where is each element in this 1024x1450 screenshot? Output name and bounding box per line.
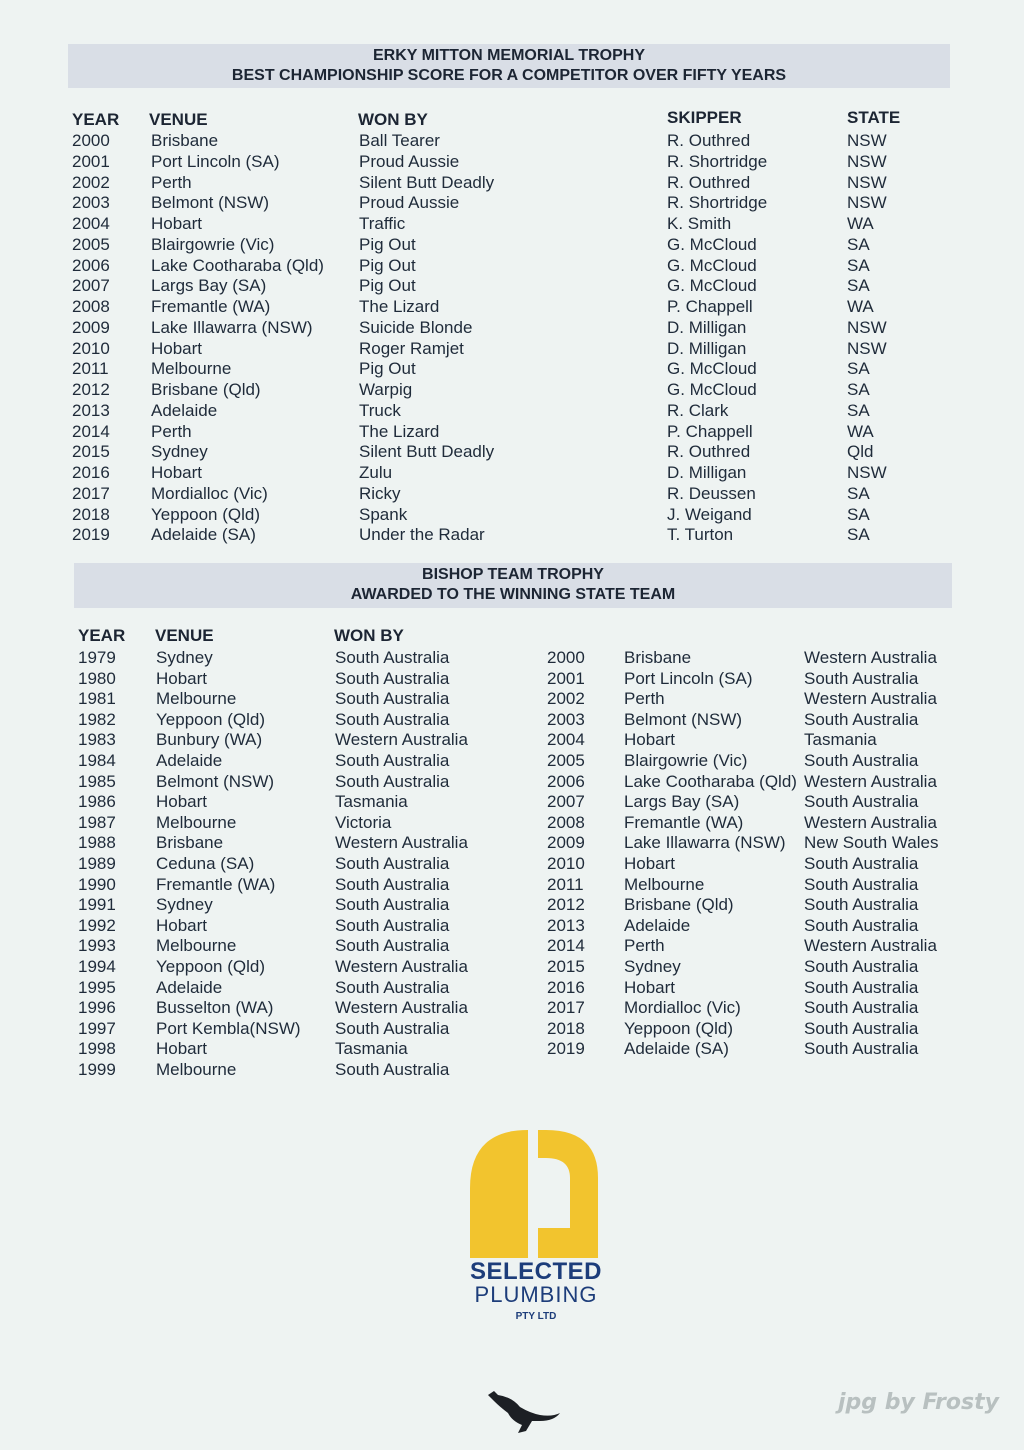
bishop-header-year: YEAR bbox=[78, 626, 126, 645]
erky-cell: Lake Illawarra (NSW) bbox=[151, 317, 313, 337]
erky-cell: 2007 bbox=[72, 276, 110, 296]
erky-cell: R. Outhred bbox=[667, 131, 751, 150]
bishop-right-cell: Adelaide (SA) bbox=[624, 1039, 729, 1059]
erky-cell: 2019 bbox=[72, 525, 110, 545]
erky-cell: Lake Cootharaba (Qld) bbox=[151, 255, 324, 275]
bishop-left-cell: 1989 bbox=[78, 854, 116, 873]
erky-cell: 2005 bbox=[72, 234, 110, 254]
bishop-right-cell: Western Australia bbox=[804, 812, 937, 832]
erky-cell: Port Lincoln (SA) bbox=[151, 151, 280, 171]
bishop-right-cell: South Australia bbox=[804, 1039, 919, 1059]
erky-cell: 2001 bbox=[72, 151, 110, 171]
erky-trophy-banner bbox=[68, 44, 950, 88]
erky-title-line2: BEST CHAMPIONSHIP SCORE FOR A COMPETITOR OVER FIFTY YEARS bbox=[231, 67, 787, 84]
erky-cell: Warpig bbox=[359, 380, 413, 399]
erky-cell: G. McCloud bbox=[667, 380, 757, 399]
bishop-right-cell: Tasmania bbox=[804, 730, 877, 750]
erky-header-year: YEAR bbox=[72, 110, 120, 129]
bishop-left-cell: Hobart bbox=[156, 792, 208, 812]
bishop-header-won-by: WON BY bbox=[334, 626, 404, 645]
bishop-left-cell: Melbourne bbox=[156, 936, 237, 956]
bishop-header-venue: VENUE bbox=[155, 626, 214, 645]
bishop-left-cell: Western Australia bbox=[335, 998, 468, 1018]
bishop-left-cell: Western Australia bbox=[335, 833, 468, 853]
bishop-left-cell: Hobart bbox=[156, 668, 208, 688]
erky-cell: Silent Butt Deadly bbox=[359, 442, 495, 462]
erky-cell: 2006 bbox=[72, 255, 110, 275]
bishop-right-cell: Largs Bay (SA) bbox=[624, 792, 740, 812]
erky-cell: NSW bbox=[847, 151, 887, 171]
bishop-right-cell: 2005 bbox=[547, 751, 585, 770]
bishop-right-cell: Lake Cootharaba (Qld) bbox=[624, 771, 797, 791]
bishop-right-cell: Melbourne bbox=[624, 874, 705, 894]
bishop-right-cell: Adelaide bbox=[624, 915, 691, 935]
bishop-right-cell: Western Australia bbox=[804, 771, 937, 791]
erky-cell: J. Weigand bbox=[667, 504, 752, 524]
bishop-left-cell: South Australia bbox=[335, 771, 450, 791]
bishop-left-cell: Fremantle (WA) bbox=[156, 874, 276, 894]
bishop-right-cell: 2013 bbox=[547, 915, 585, 935]
bishop-trophy-banner bbox=[74, 563, 952, 608]
erky-cell: D. Milligan bbox=[667, 317, 747, 337]
erky-cell: The Lizard bbox=[359, 421, 440, 441]
bishop-right-cell: Perth bbox=[624, 936, 665, 956]
erky-cell: 2016 bbox=[72, 463, 110, 482]
bishop-left-cell: 1983 bbox=[78, 730, 116, 750]
erky-cell: Hobart bbox=[151, 338, 203, 358]
bishop-left-cell: Western Australia bbox=[335, 957, 468, 976]
bishop-right-cell: 2004 bbox=[547, 730, 585, 750]
sponsor-name-line2: PLUMBING bbox=[474, 1282, 598, 1307]
bishop-left-cell: 1995 bbox=[78, 977, 116, 997]
erky-cell: P. Chappell bbox=[667, 297, 753, 316]
erky-cell: G. McCloud bbox=[667, 276, 757, 296]
bishop-left-cell: Brisbane bbox=[156, 833, 224, 853]
erky-cell: NSW bbox=[847, 193, 887, 213]
erky-cell: Proud Aussie bbox=[359, 151, 460, 171]
bishop-left-cell: 1981 bbox=[78, 689, 116, 709]
bishop-right-cell: 2000 bbox=[547, 648, 585, 667]
erky-cell: Sydney bbox=[151, 442, 208, 462]
bishop-right-cell: South Australia bbox=[804, 709, 919, 729]
erky-cell: Spank bbox=[359, 504, 408, 524]
bishop-right-cell: 2014 bbox=[547, 936, 585, 956]
erky-cell: T. Turton bbox=[667, 525, 734, 545]
erky-cell: Melbourne bbox=[151, 359, 232, 379]
erky-cell: Mordialloc (Vic) bbox=[151, 483, 268, 503]
erky-cell: Blairgowrie (Vic) bbox=[151, 234, 275, 254]
erky-cell: Hobart bbox=[151, 214, 203, 233]
erky-cell: Under the Radar bbox=[359, 525, 485, 545]
erky-cell: The Lizard bbox=[359, 297, 440, 316]
bishop-right-cell: Hobart bbox=[624, 977, 676, 997]
erky-cell: 2011 bbox=[72, 359, 109, 379]
bishop-left-cell: Yeppoon (Qld) bbox=[156, 957, 266, 976]
bishop-left-cell: South Australia bbox=[335, 668, 450, 688]
bishop-right-cell: 2003 bbox=[547, 709, 585, 729]
erky-cell: 2004 bbox=[72, 214, 110, 233]
bishop-right-cell: Western Australia bbox=[804, 936, 937, 956]
erky-cell: Ricky bbox=[359, 483, 401, 503]
bishop-left-cell: Belmont (NSW) bbox=[156, 771, 275, 791]
erky-cell: Adelaide bbox=[151, 400, 218, 420]
bishop-left-cell: Melbourne bbox=[156, 1060, 237, 1079]
bishop-left-cell: 1979 bbox=[78, 648, 116, 667]
erky-cell: WA bbox=[847, 421, 874, 441]
erky-cell: Hobart bbox=[151, 463, 203, 482]
kangaroo-icon bbox=[482, 1385, 562, 1435]
bishop-left-cell: 1992 bbox=[78, 915, 116, 935]
erky-header-venue: VENUE bbox=[149, 110, 208, 129]
bishop-left-cell: 1984 bbox=[78, 751, 116, 770]
erky-cell: R. Shortridge bbox=[667, 151, 768, 171]
bishop-right-cell: 2016 bbox=[547, 977, 585, 997]
bishop-left-cell: South Australia bbox=[335, 874, 450, 894]
bishop-right-cell: Mordialloc (Vic) bbox=[624, 998, 741, 1018]
bishop-right-cell: Lake Illawarra (NSW) bbox=[624, 833, 786, 853]
bishop-left-cell: 1988 bbox=[78, 833, 116, 853]
bishop-left-cell: South Australia bbox=[335, 751, 450, 770]
bishop-right-cell: New South Wales bbox=[804, 833, 939, 853]
erky-cell: D. Milligan bbox=[667, 338, 747, 358]
bishop-right-cell: Fremantle (WA) bbox=[624, 812, 744, 832]
bishop-left-cell: Port Kembla(NSW) bbox=[156, 1018, 301, 1038]
bishop-left-cell: South Australia bbox=[335, 1018, 450, 1038]
bishop-right-cell: Brisbane bbox=[624, 648, 692, 667]
bishop-left-cell: Yeppoon (Qld) bbox=[156, 709, 266, 729]
erky-cell: SA bbox=[847, 400, 870, 420]
erky-cell: SA bbox=[847, 504, 870, 524]
erky-header-state: STATE bbox=[847, 108, 901, 127]
bishop-left-cell: 1999 bbox=[78, 1060, 116, 1079]
bishop-left-cell: South Australia bbox=[335, 648, 450, 667]
bishop-right-cell: Perth bbox=[624, 689, 665, 709]
bishop-right-cell: South Australia bbox=[804, 895, 919, 915]
bishop-right-cell: Hobart bbox=[624, 854, 676, 873]
bishop-left-cell: Tasmania bbox=[335, 1039, 408, 1059]
erky-cell: Adelaide (SA) bbox=[151, 525, 256, 545]
bishop-right-cell: 2009 bbox=[547, 833, 585, 853]
bishop-right-cell: Brisbane (Qld) bbox=[624, 895, 734, 915]
bishop-left-cell: 1990 bbox=[78, 874, 116, 894]
erky-cell: Pig Out bbox=[359, 255, 416, 275]
bishop-right-cell: South Australia bbox=[804, 874, 919, 894]
bishop-left-cell: 1996 bbox=[78, 998, 116, 1018]
erky-cell: Belmont (NSW) bbox=[151, 193, 270, 213]
bishop-title-line2: AWARDED TO THE WINNING STATE TEAM bbox=[350, 586, 676, 603]
bishop-right-cell: 2006 bbox=[547, 771, 585, 791]
erky-cell: SA bbox=[847, 276, 870, 296]
erky-cell: 2000 bbox=[72, 131, 110, 150]
bishop-left-cell: South Australia bbox=[335, 936, 450, 956]
bishop-left-cell: 1997 bbox=[78, 1018, 116, 1038]
bishop-right-cell: 2007 bbox=[547, 792, 585, 812]
erky-cell: NSW bbox=[847, 131, 887, 150]
bishop-left-cell: South Australia bbox=[335, 709, 450, 729]
erky-cell: NSW bbox=[847, 463, 887, 482]
bishop-left-cell: Adelaide bbox=[156, 751, 223, 770]
bishop-left-cell: Ceduna (SA) bbox=[156, 854, 255, 873]
erky-cell: Brisbane bbox=[151, 131, 219, 150]
erky-cell: SA bbox=[847, 234, 870, 254]
erky-cell: 2012 bbox=[72, 380, 110, 399]
bishop-left-cell: 1994 bbox=[78, 957, 116, 976]
erky-cell: 2014 bbox=[72, 421, 110, 441]
erky-cell: 2003 bbox=[72, 193, 110, 213]
sponsor-name-line3: PTY LTD bbox=[515, 1311, 557, 1322]
bishop-right-cell: South Australia bbox=[804, 977, 919, 997]
erky-cell: 2017 bbox=[72, 483, 110, 503]
bishop-right-cell: South Australia bbox=[804, 751, 919, 770]
bishop-right-cell: Hobart bbox=[624, 730, 676, 750]
erky-cell: SA bbox=[847, 380, 870, 399]
erky-title-line1: ERKY MITTON MEMORIAL TROPHY bbox=[372, 47, 645, 64]
erky-cell: Largs Bay (SA) bbox=[151, 276, 267, 296]
bishop-right-cell: Blairgowrie (Vic) bbox=[624, 751, 748, 770]
erky-cell: R. Shortridge bbox=[667, 193, 768, 213]
erky-cell: 2009 bbox=[72, 317, 110, 337]
erky-cell: 2010 bbox=[72, 338, 110, 358]
erky-cell: Silent Butt Deadly bbox=[359, 172, 495, 192]
erky-cell: D. Milligan bbox=[667, 463, 747, 482]
erky-cell: NSW bbox=[847, 338, 887, 358]
erky-cell: R. Deussen bbox=[667, 483, 756, 503]
erky-cell: Roger Ramjet bbox=[359, 338, 464, 358]
erky-cell: Proud Aussie bbox=[359, 193, 460, 213]
bishop-right-cell: 2019 bbox=[547, 1039, 585, 1059]
bishop-right-cell: 2010 bbox=[547, 854, 585, 873]
erky-cell: SA bbox=[847, 359, 870, 379]
erky-cell: 2015 bbox=[72, 442, 110, 462]
bishop-right-cell: Sydney bbox=[624, 957, 681, 976]
erky-cell: 2013 bbox=[72, 400, 110, 420]
bishop-left-cell: Sydney bbox=[156, 648, 213, 667]
bishop-right-cell: South Australia bbox=[804, 957, 919, 976]
erky-cell: G. McCloud bbox=[667, 255, 757, 275]
bishop-right-cell: Western Australia bbox=[804, 689, 937, 709]
erky-cell: Fremantle (WA) bbox=[151, 297, 271, 316]
bishop-right-cell: 2011 bbox=[547, 874, 584, 894]
bishop-left-cell: Tasmania bbox=[335, 792, 408, 812]
bishop-left-cell: South Australia bbox=[335, 895, 450, 915]
bishop-left-cell: South Australia bbox=[335, 689, 450, 709]
bishop-right-cell: Western Australia bbox=[804, 648, 937, 667]
erky-cell: G. McCloud bbox=[667, 359, 757, 379]
erky-cell: Suicide Blonde bbox=[359, 317, 473, 337]
erky-cell: Perth bbox=[151, 172, 192, 192]
sponsor-name-line1: SELECTED bbox=[469, 1258, 602, 1285]
erky-cell: Yeppoon (Qld) bbox=[151, 504, 261, 524]
bishop-left-cell: Adelaide bbox=[156, 977, 223, 997]
erky-cell: R. Outhred bbox=[667, 442, 751, 462]
bishop-right-cell: 2015 bbox=[547, 957, 585, 976]
erky-cell: Truck bbox=[359, 400, 401, 420]
bishop-left-cell: Bunbury (WA) bbox=[156, 730, 263, 750]
bishop-right-cell: 2017 bbox=[547, 998, 585, 1018]
erky-cell: Zulu bbox=[359, 463, 393, 482]
bishop-left-cell: Hobart bbox=[156, 915, 208, 935]
bishop-left-cell: Melbourne bbox=[156, 689, 237, 709]
photo-credit: jpg by Frosty bbox=[838, 1390, 999, 1415]
bishop-left-cell: 1993 bbox=[78, 936, 116, 956]
erky-cell: R. Clark bbox=[667, 400, 729, 420]
bishop-left-cell: South Australia bbox=[335, 915, 450, 935]
erky-cell: 2002 bbox=[72, 172, 110, 192]
erky-header-skipper: SKIPPER bbox=[667, 108, 742, 127]
erky-cell: G. McCloud bbox=[667, 234, 757, 254]
bishop-right-cell: South Australia bbox=[804, 1018, 919, 1038]
erky-cell: NSW bbox=[847, 317, 887, 337]
erky-cell: Traffic bbox=[359, 214, 406, 233]
bishop-left-cell: 1987 bbox=[78, 812, 116, 832]
bishop-left-cell: 1986 bbox=[78, 792, 116, 812]
bishop-left-cell: Busselton (WA) bbox=[156, 998, 274, 1018]
bishop-left-cell: 1985 bbox=[78, 771, 116, 791]
bishop-left-cell: 1998 bbox=[78, 1039, 116, 1059]
bishop-right-cell: 2018 bbox=[547, 1018, 585, 1038]
bishop-right-cell: South Australia bbox=[804, 915, 919, 935]
erky-cell: Brisbane (Qld) bbox=[151, 380, 261, 399]
erky-cell: WA bbox=[847, 214, 874, 233]
bishop-left-cell: South Australia bbox=[335, 1060, 450, 1079]
bishop-left-cell: Western Australia bbox=[335, 730, 468, 750]
bishop-title-line1: BISHOP TEAM TROPHY bbox=[422, 566, 604, 583]
bishop-left-cell: 1982 bbox=[78, 709, 116, 729]
bishop-right-cell: Yeppoon (Qld) bbox=[624, 1018, 734, 1038]
erky-cell: 2008 bbox=[72, 297, 110, 316]
erky-cell: WA bbox=[847, 297, 874, 316]
erky-cell: Perth bbox=[151, 421, 192, 441]
bishop-right-cell: Belmont (NSW) bbox=[624, 709, 743, 729]
bishop-left-cell: Sydney bbox=[156, 895, 213, 915]
bishop-right-cell: 2012 bbox=[547, 895, 585, 915]
erky-cell: Qld bbox=[847, 442, 874, 462]
erky-cell: 2018 bbox=[72, 504, 110, 524]
erky-cell: SA bbox=[847, 255, 870, 275]
bishop-right-cell: 2001 bbox=[547, 668, 585, 688]
erky-cell: Ball Tearer bbox=[359, 131, 440, 150]
bishop-left-cell: Hobart bbox=[156, 1039, 208, 1059]
erky-cell: SA bbox=[847, 525, 870, 545]
bishop-right-cell: Port Lincoln (SA) bbox=[624, 668, 753, 688]
bishop-right-cell: 2008 bbox=[547, 812, 585, 832]
bishop-right-cell: South Australia bbox=[804, 854, 919, 873]
bishop-left-cell: Melbourne bbox=[156, 812, 237, 832]
erky-header-won-by: WON BY bbox=[358, 110, 428, 129]
erky-cell: K. Smith bbox=[667, 214, 732, 233]
bishop-right-cell: 2002 bbox=[547, 689, 585, 709]
erky-cell: SA bbox=[847, 483, 870, 503]
bishop-right-cell: South Australia bbox=[804, 792, 919, 812]
bishop-left-cell: South Australia bbox=[335, 854, 450, 873]
bishop-left-cell: Victoria bbox=[335, 812, 392, 832]
bishop-left-cell: South Australia bbox=[335, 977, 450, 997]
bishop-right-cell: South Australia bbox=[804, 998, 919, 1018]
bishop-left-cell: 1991 bbox=[78, 895, 116, 915]
erky-cell: P. Chappell bbox=[667, 421, 753, 441]
erky-cell: R. Outhred bbox=[667, 172, 751, 192]
erky-cell: Pig Out bbox=[359, 359, 416, 379]
bishop-right-cell: South Australia bbox=[804, 668, 919, 688]
erky-cell: NSW bbox=[847, 172, 887, 192]
bishop-left-cell: 1980 bbox=[78, 668, 116, 688]
erky-cell: Pig Out bbox=[359, 276, 416, 296]
erky-cell: Pig Out bbox=[359, 234, 416, 254]
